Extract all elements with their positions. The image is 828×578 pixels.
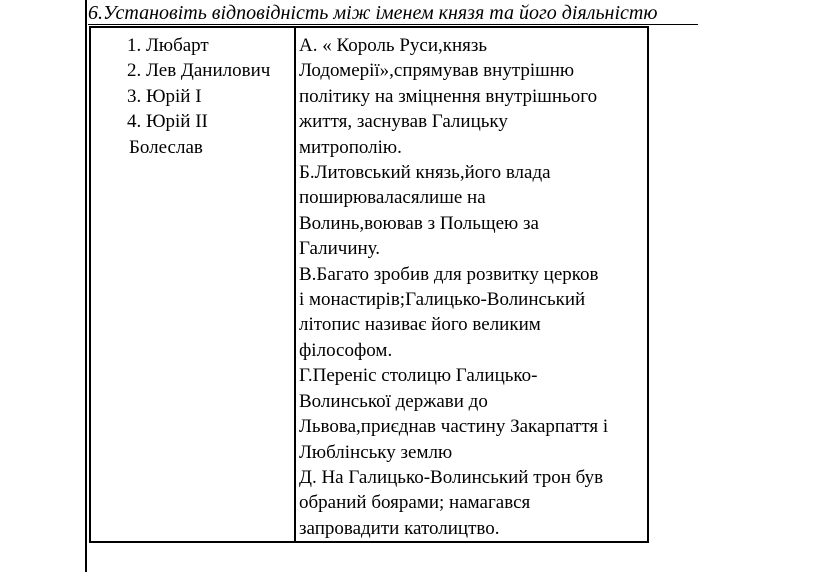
prince-names-list: [91, 33, 294, 135]
activity-line: Люблінську землю: [299, 441, 453, 463]
matching-table: [89, 26, 649, 543]
activity-item-v: [299, 262, 647, 364]
prince-names-cell: [90, 27, 295, 542]
activity-line: життя, заснував Галицьку: [299, 111, 508, 133]
activity-line: Лодомерії»,спрямував внутрішню: [299, 60, 575, 82]
prince-name-item: 2. Лев Данилович: [127, 60, 271, 82]
activity-line: обраний боярами; намагався: [299, 492, 531, 514]
activity-line: запровадити католицтво.: [299, 517, 500, 539]
activities-cell: [295, 27, 648, 542]
cut-off-next-task-line: [89, 566, 689, 578]
activity-line: і монастирів;Галицько-Волинський: [299, 289, 586, 311]
activity-line: Галичину.: [299, 238, 381, 260]
prince-name-item: 1. Любарт: [127, 35, 209, 56]
activity-line: філософом.: [299, 339, 393, 361]
activity-line: А. « Король Руси,князь: [299, 35, 488, 56]
activity-line: політику на зміцнення внутрішнього: [299, 85, 598, 107]
activity-item-a: [299, 33, 647, 160]
activity-line: літопис називає його великим: [299, 314, 541, 336]
activity-line: митрополію.: [299, 136, 402, 158]
prince-name-item: 3. Юрій І: [127, 85, 202, 107]
activity-line: В.Багато зробив для розвитку церков: [299, 263, 599, 285]
page-left-border: [85, 0, 87, 572]
prince-name-item: 4. Юрій ІІ: [127, 111, 208, 133]
activity-item-d: [299, 465, 647, 541]
activity-line: Волинь,воював з Польщею за: [299, 212, 539, 234]
activity-item-b: [299, 160, 647, 262]
activity-line: Б.Литовський князь,його влада: [299, 162, 551, 184]
table-row: [90, 27, 648, 542]
activity-line: Львова,приєднав частину Закарпаття і: [299, 416, 609, 438]
activity-line: поширюваласялише на: [299, 187, 486, 209]
prince-name-continuation: Болеслав: [129, 136, 203, 158]
activity-line: Д. На Галицько-Волинський трон був: [299, 466, 604, 488]
heading-underline: [88, 24, 698, 25]
activity-line: Волинської держави до: [299, 390, 488, 412]
task-heading: 6.Установіть відповідність між іменем князя та його діяльністю: [88, 2, 658, 24]
activities-list: [299, 33, 647, 541]
activity-item-h: [299, 363, 647, 465]
activity-line: Г.Переніс столицю Галицько-: [299, 365, 538, 387]
